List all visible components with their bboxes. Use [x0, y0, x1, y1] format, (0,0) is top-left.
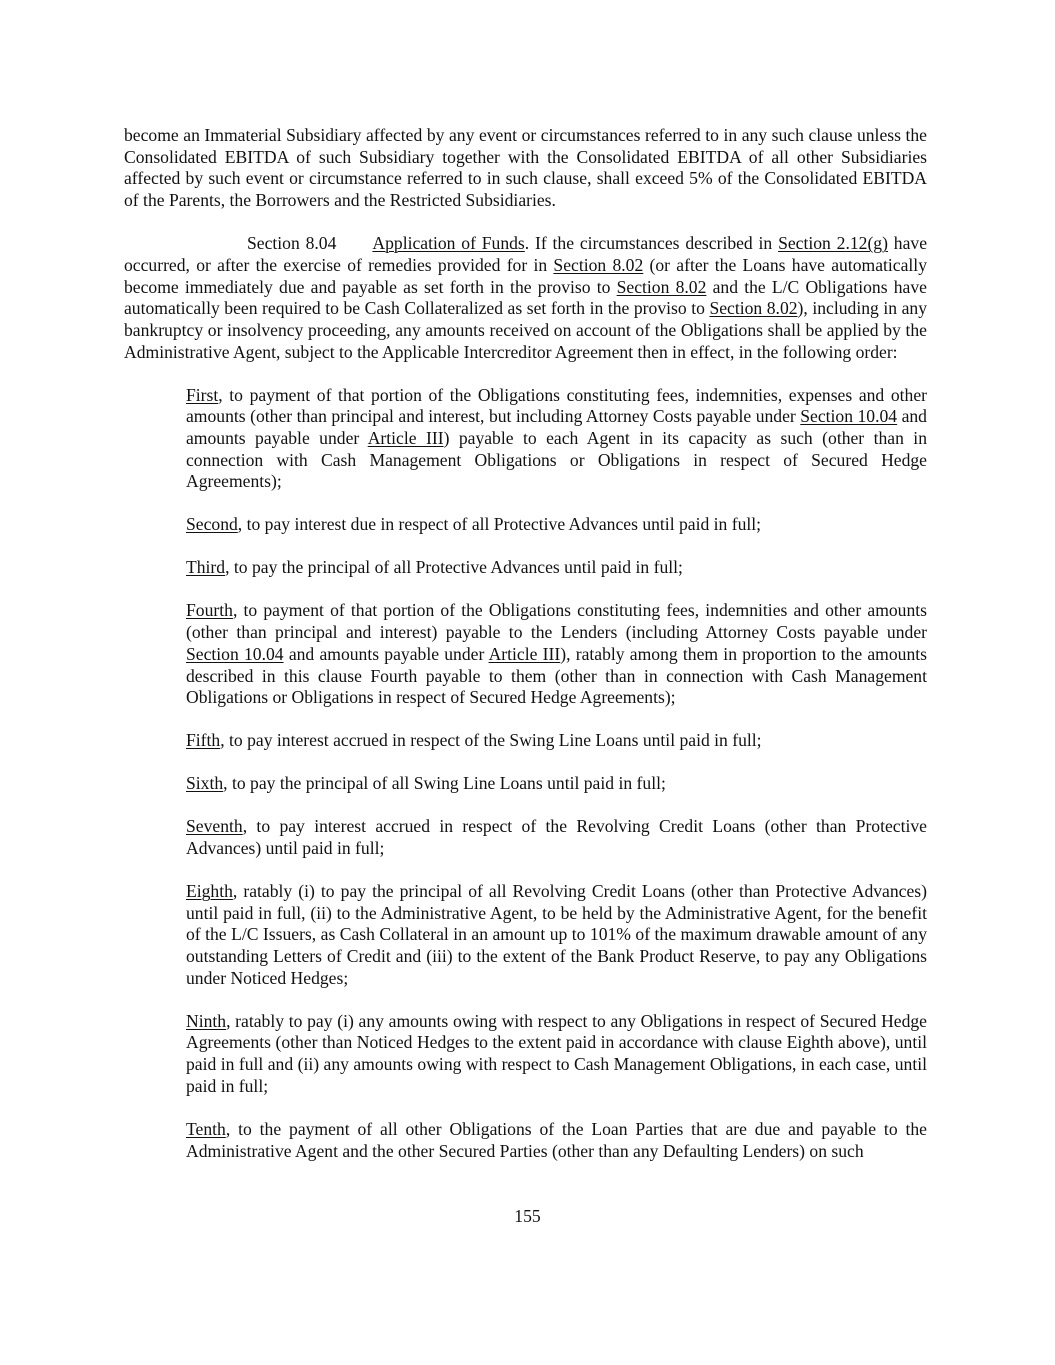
document-body: [124, 125, 927, 1184]
section-8-04-paragraph: Section 8.04 Application of Funds. If the circumstances described in Section 2.12(g) have occurred, or after the exercise of remedies provided for in Section 8.02 (or after the Loans have automatically become immediately due and payable as set forth in the proviso to Section 8.02 and the L/C Obligations have automatically been required to be Cash Collateralized as set forth in the proviso to Section 8.02), including in any bankruptcy or insolvency proceeding, any amounts received on account of the Obligations shall be applied by the Administrative Agent, subject to the Applicable Intercreditor Agreement then in effect, in the following order:: [124, 233, 927, 362]
clause-fifth: Fifth, to pay interest accrued in respect of the Swing Line Loans until paid in full;: [186, 730, 762, 751]
clause-second: Second, to pay interest due in respect of all Protective Advances until paid in full;: [186, 514, 762, 535]
cross-reference-link: Section 8.02: [553, 254, 644, 275]
clause-label: Eighth: [186, 880, 233, 901]
clause-label: Third: [186, 557, 226, 578]
clause-label: Ninth: [186, 1010, 227, 1031]
clause-tenth: Tenth, to the payment of all other Obligations of the Loan Parties that are due and payable to the Administrative Agent and the other Secured Parties (other than any Defaulting Lenders) on such: [186, 1118, 927, 1161]
clause-ninth: Ninth, ratably to pay (i) any amounts owing with respect to any Obligations in respect of Secured Hedge Agreements (other than Noticed Hedges to the extent paid in accordance with clause Eighth above), until paid in full and (ii) any amounts owing with respect to Cash Management Obligations, in each case, until paid in full;: [186, 1010, 927, 1096]
page-number: 155: [514, 1206, 541, 1226]
cross-reference-link: Section 8.02: [616, 276, 707, 297]
clause-label: First: [186, 384, 219, 405]
cross-reference-link: Section 2.12(g): [778, 233, 888, 254]
cross-reference-link: Section 8.02: [709, 298, 798, 319]
cross-reference-link: Section 10.04: [800, 406, 898, 427]
clause-label: Second: [186, 514, 238, 535]
clause-eighth: Eighth, ratably (i) to pay the principal of all Revolving Credit Loans (other than Protective Advances) until paid in full, (ii) to the Administrative Agent, to be held by the Administrative Agent, for the benefit of the L/C Issuers, as Cash Collateral in an amount up to 101% of the maximum drawable amount of any outstanding Letters of Credit and (iii) to the extent of the Bank Product Reserve, to pay any Obligations under Noticed Hedges;: [186, 880, 927, 988]
cross-reference-link: Section 10.04: [186, 643, 284, 664]
cross-reference-link: Article III: [367, 428, 444, 449]
clause-label: Fifth: [186, 730, 221, 751]
clause-label: Fourth: [186, 600, 233, 621]
clause-third: Third, to pay the principal of all Protective Advances until paid in full;: [186, 557, 683, 578]
clause-first: First, to payment of that portion of the Obligations constituting fees, indemnities, expenses and other amounts (other than principal and interest, but including Attorney Costs payable under Section 10.04 and amounts payable under Article III) payable to each Agent in its capacity as such (other than in connection with Cash Management Obligations or Obligations in respect of Secured Hedge Agreements);: [186, 384, 927, 492]
section-heading: Application of Funds: [372, 233, 525, 254]
clause-label: Tenth: [186, 1118, 226, 1139]
cross-reference-link: Article III: [488, 643, 561, 664]
clause-label: Seventh: [186, 816, 243, 837]
section-number: Section 8.04: [247, 233, 337, 254]
clause-label: Sixth: [186, 773, 224, 794]
intro-paragraph: become an Immaterial Subsidiary affected by any event or circumstances referred to in any such clause unless the Consolidated EBITDA of such Subsidiary together with the Consolidated EBITDA of all other Subsidiaries affected by such event or circumstance referred to in such clause, shall exceed 5% of the Consolidated EBITDA of the Parents, the Borrowers and the Restricted Subsidiaries.: [124, 125, 927, 211]
clause-sixth: Sixth, to pay the principal of all Swing Line Loans until paid in full;: [186, 773, 666, 794]
clause-fourth: Fourth, to payment of that portion of the Obligations constituting fees, indemnities and other amounts (other than principal and interest) payable to the Lenders (including Attorney Costs payable under Section 10.04 and amounts payable under Article III), ratably among them in proportion to the amounts described in this clause Fourth payable to them (other than in connection with Cash Management Obligations or Obligations in respect of Secured Hedge Agreements);: [186, 600, 927, 708]
clause-seventh: Seventh, to pay interest accrued in respect of the Revolving Credit Loans (other than Protective Advances) until paid in full;: [186, 816, 927, 858]
